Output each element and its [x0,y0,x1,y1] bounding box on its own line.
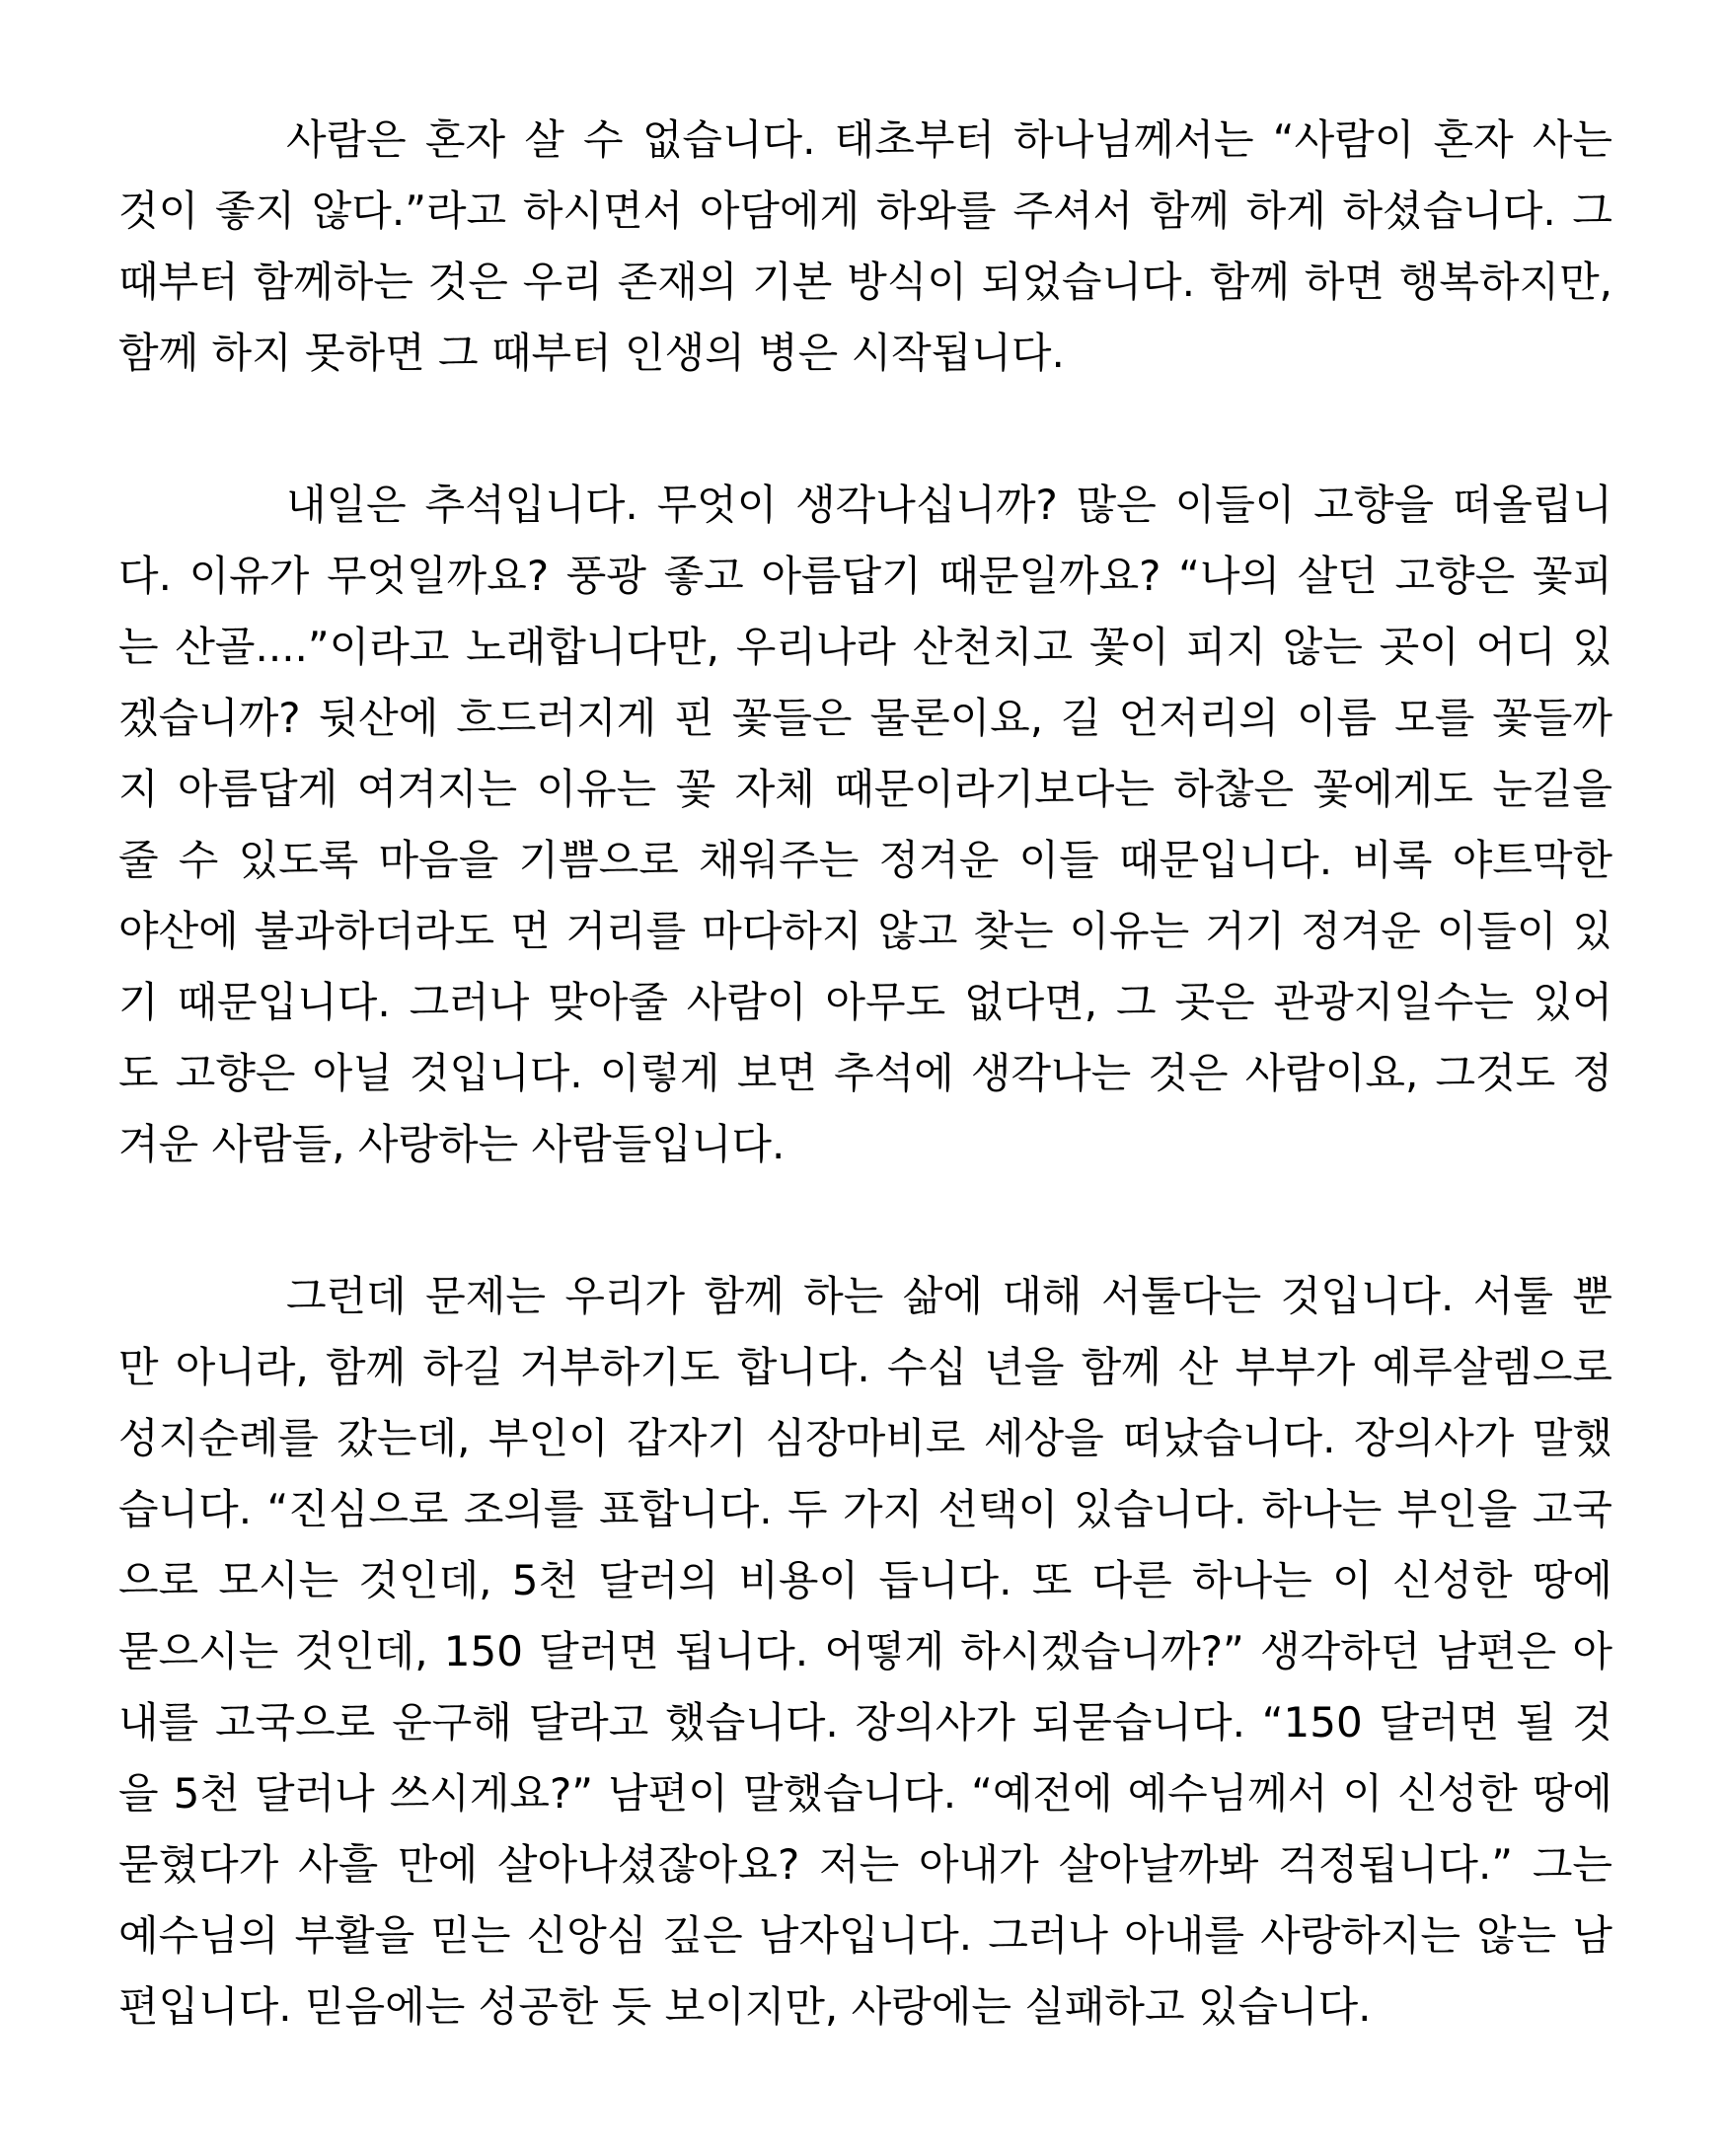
paragraph-gap [118,389,1612,470]
text-line: 다. 이유가 무엇일까요? 풍광 좋고 아름답기 때문일까요? “나의 살던 고향은 꽃피 [118,552,1612,600]
text-line: 내일은 추석입니다. 무엇이 생각나십니까? 많은 이들이 고향을 떠올립니 [286,481,1612,529]
text-line: 것이 좋지 않다.”라고 하시면서 아담에게 하와를 주셔서 함께 하게 하셨습니다. 그 [118,186,1612,235]
text-line: 만 아니라, 함께 하길 거부하기도 합니다. 수십 년을 함께 산 부부가 예루살렘으로 [118,1343,1612,1391]
text-line: 함께 하지 못하면 그 때부터 인생의 병은 시작됩니다. [118,329,1065,377]
text-line: 지 아름답게 여겨지는 이유는 꽃 자체 때문이라기보다는 하찮은 꽃에게도 눈길을 [118,765,1612,813]
text-line: 야산에 불과하더라도 먼 거리를 마다하지 않고 찾는 이유는 거기 정겨운 이들이 있 [118,907,1612,955]
paragraph-1 [118,105,1612,389]
text-line: 줄 수 있도록 마음을 기쁨으로 채워주는 정겨운 이들 때문입니다. 비록 야트막한 [118,836,1612,884]
text-line: 겠습니까? 뒷산에 흐드러지게 핀 꽃들은 물론이요, 길 언저리의 이름 모를 꽃들까 [118,694,1612,742]
text-line: 예수님의 부활을 믿는 신앙심 깊은 남자입니다. 그러나 아내를 사랑하지는 않는 남 [118,1911,1612,1960]
text-line: 도 고향은 아닐 것입니다. 이렇게 보면 추석에 생각나는 것은 사람이요, 그것도 정 [118,1049,1612,1097]
text-line: 묻으시는 것인데, 150 달러면 됩니다. 어떻게 하시겠습니까?” 생각하던 남편은 아 [118,1627,1612,1675]
text-line: 내를 고국으로 운구해 달라고 했습니다. 장의사가 되묻습니다. “150 달러면 될 것 [118,1698,1612,1747]
text-line: 그런데 문제는 우리가 함께 하는 삶에 대해 서툴다는 것입니다. 서툴 뿐 [286,1272,1612,1320]
paragraph-2 [118,470,1612,1180]
text-line: 으로 모시는 것인데, 5천 달러의 비용이 듭니다. 또 다른 하나는 이 신성한 땅에 [118,1556,1612,1604]
text-line: 기 때문입니다. 그러나 맞아줄 사람이 아무도 없다면, 그 곳은 관광지일수는 있어 [118,978,1612,1026]
paragraph-3 [118,1261,1612,2043]
text-line: 편입니다. 믿음에는 성공한 듯 보이지만, 사랑에는 실패하고 있습니다. [118,1982,1372,2031]
text-line: 사람은 혼자 살 수 없습니다. 태초부터 하나님께서는 “사람이 혼자 사는 [286,115,1612,164]
text-line: 성지순례를 갔는데, 부인이 갑자기 심장마비로 세상을 떠났습니다. 장의사가 말했 [118,1414,1612,1462]
text-line: 때부터 함께하는 것은 우리 존재의 기본 방식이 되었습니다. 함께 하면 행복하지만, [118,258,1612,306]
text-line: 묻혔다가 사흘 만에 살아나셨잖아요? 저는 아내가 살아날까봐 걱정됩니다.” 그는 [118,1840,1612,1889]
text-line: 는 산골....”이라고 노래합니다만, 우리나라 산천치고 꽃이 피지 않는 곳이 어디 있 [118,623,1612,671]
text-line: 겨운 사람들, 사랑하는 사람들입니다. [118,1120,786,1168]
text-line: 을 5천 달러나 쓰시게요?” 남편이 말했습니다. “예전에 예수님께서 이 신성한 땅에 [118,1769,1612,1818]
text-line: 습니다. “진심으로 조의를 표합니다. 두 가지 선택이 있습니다. 하나는 부인을 고국 [118,1485,1612,1533]
paragraph-gap [118,1180,1612,1261]
